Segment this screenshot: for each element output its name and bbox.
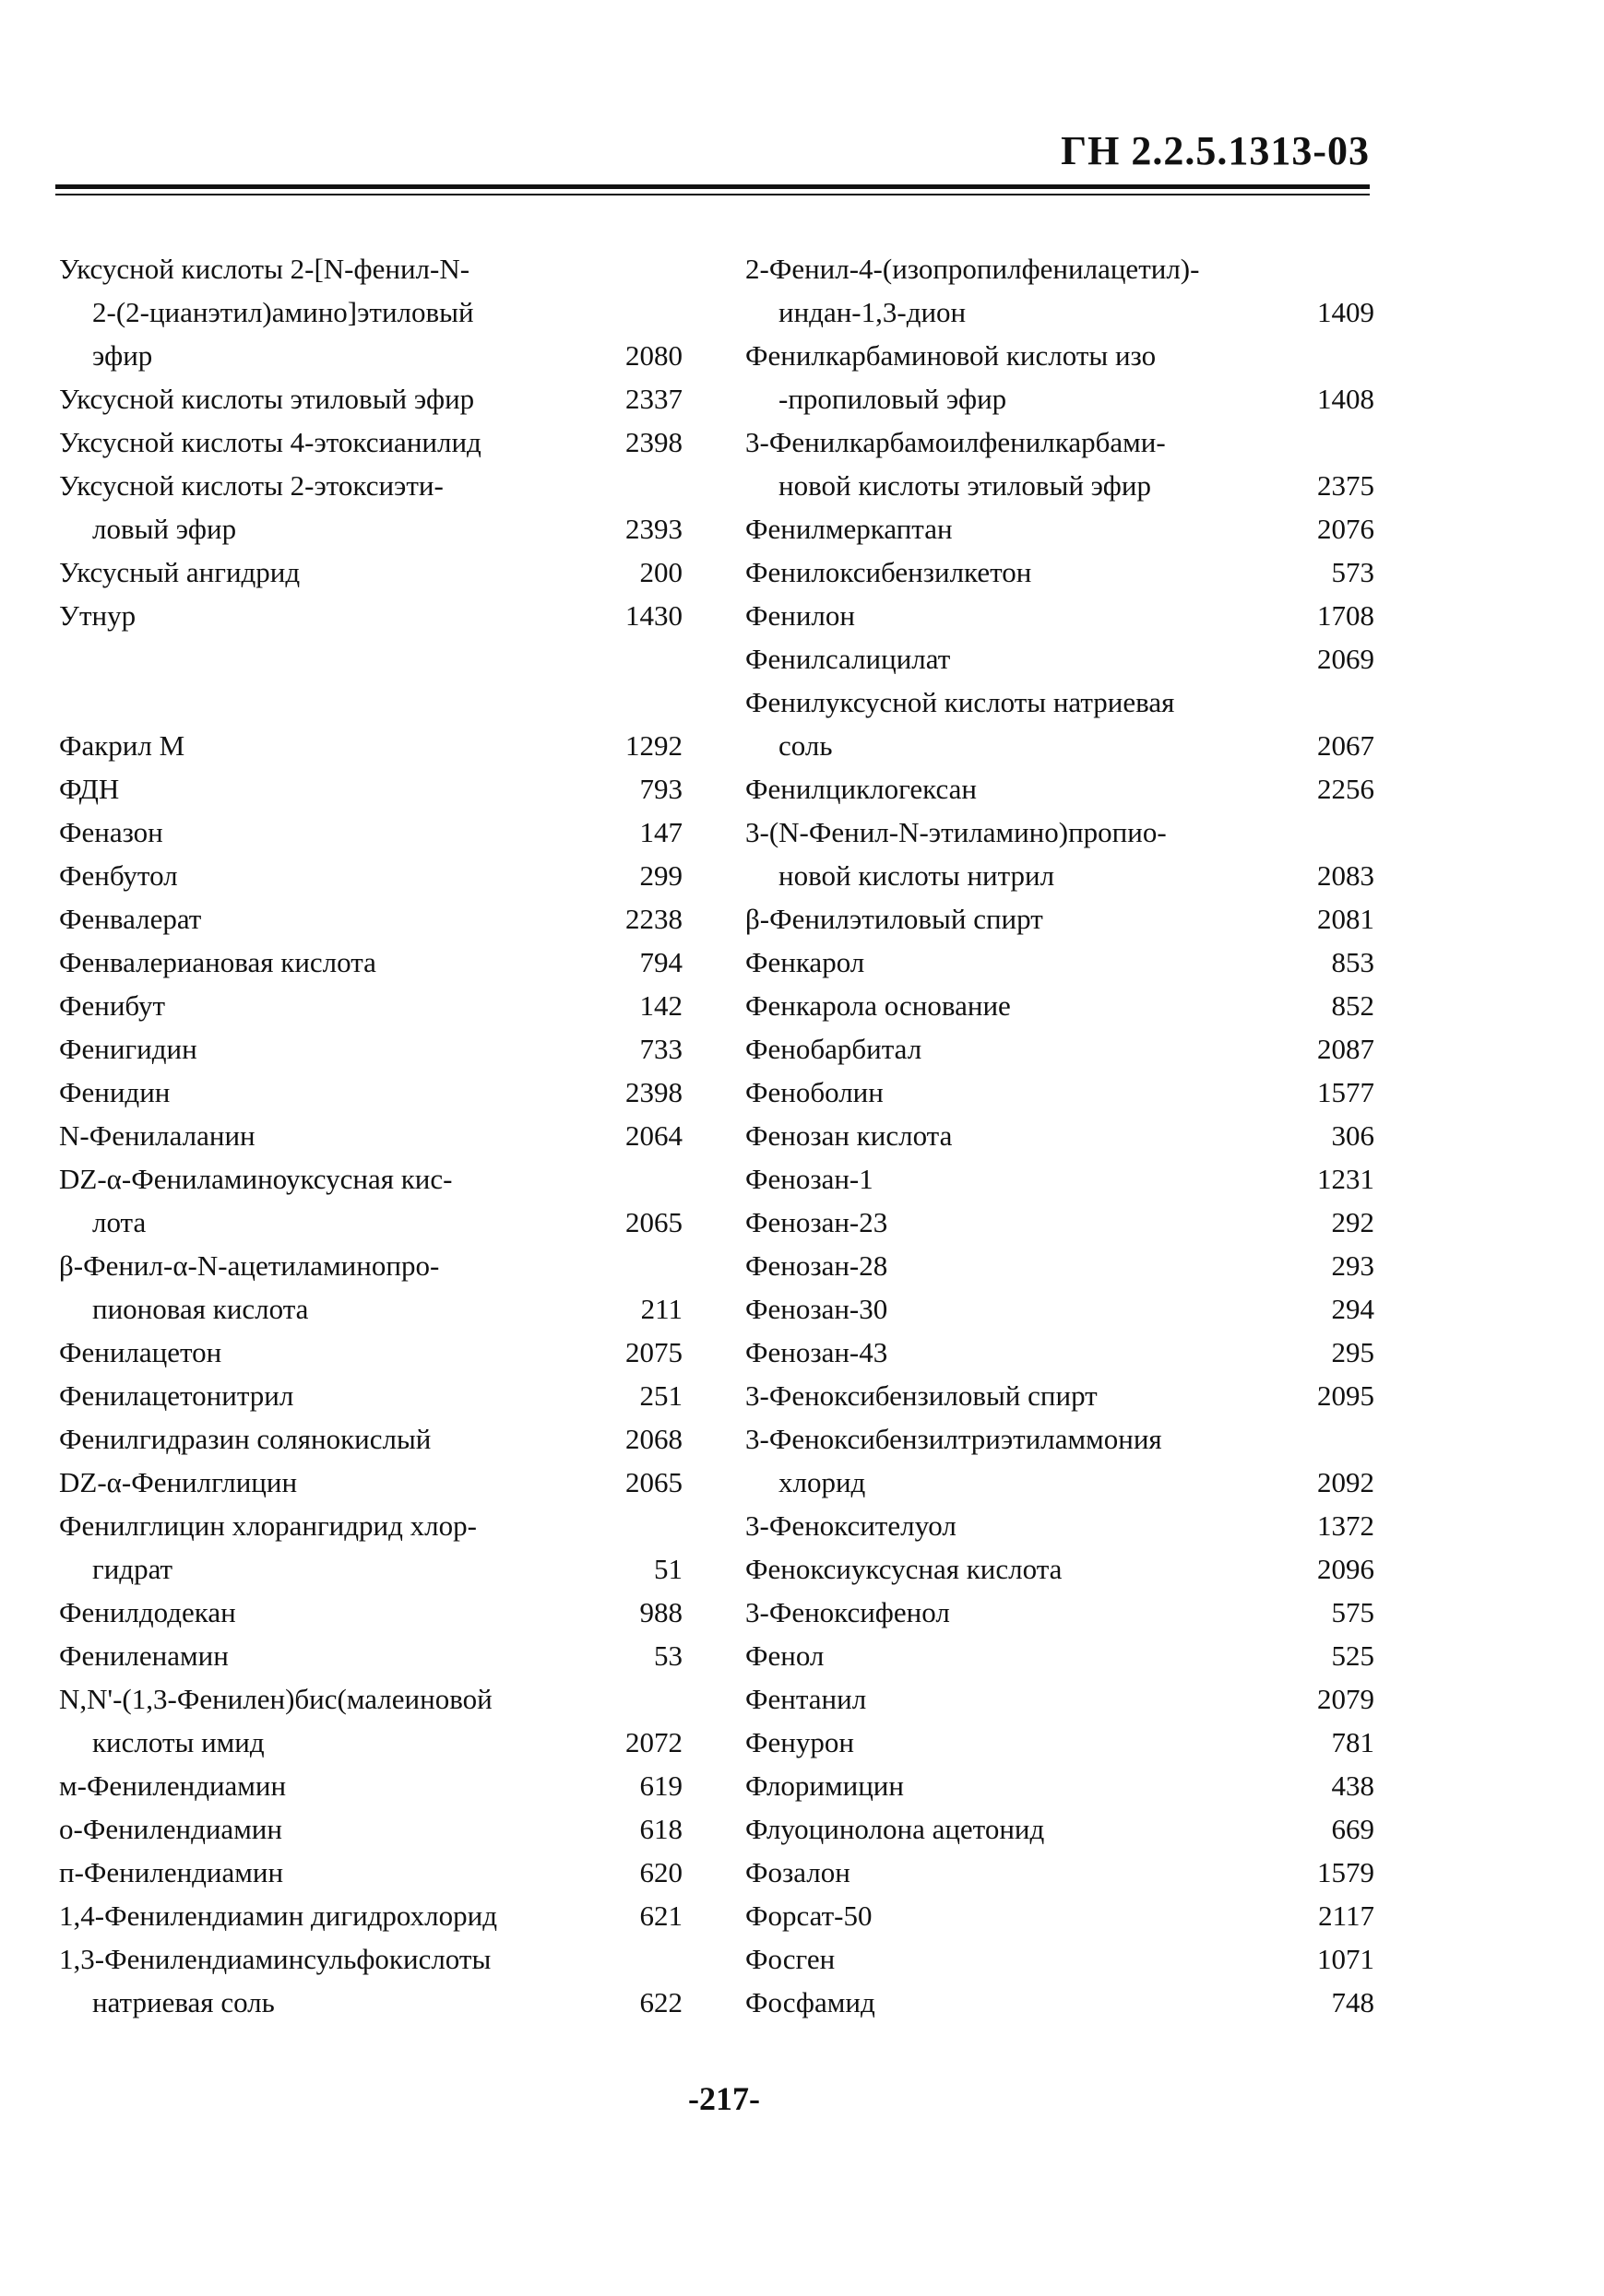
entry-number: 2065: [625, 1466, 683, 1498]
entry-name: 3-Феноксифенол: [745, 1596, 950, 1628]
entry-name: Фенилдодекан: [59, 1596, 236, 1628]
index-entry: [59, 1157, 683, 1201]
entry-number: 2398: [625, 1076, 683, 1108]
index-entry: [59, 1374, 683, 1417]
index-entry: [59, 1071, 683, 1114]
index-entry: [745, 724, 1374, 767]
entry-number: 619: [639, 1769, 683, 1802]
entry-number: 2256: [1317, 773, 1374, 805]
entry-number: 2092: [1317, 1466, 1374, 1498]
index-entry: [745, 1374, 1374, 1417]
entry-name: индан-1,3-дион: [778, 296, 967, 328]
entry-number: 781: [1331, 1726, 1374, 1758]
index-entry: [745, 1504, 1374, 1547]
index-entry: [745, 1331, 1374, 1374]
index-entry: [745, 941, 1374, 984]
entry-name: новой кислоты нитрил: [778, 859, 1055, 892]
entry-name: Фенилацетон: [59, 1336, 222, 1368]
entry-name: 3-(N-Фенил-N-этиламино)пропио-: [745, 816, 1167, 848]
entry-name: Флоримицин: [745, 1769, 904, 1802]
entry-name: пионовая кислота: [92, 1293, 309, 1325]
entry-number: 2080: [625, 339, 683, 372]
entry-name: Фенилон: [745, 599, 855, 632]
entry-name: Фенилгидразин солянокислый: [59, 1423, 432, 1455]
entry-number: 2095: [1317, 1379, 1374, 1412]
index-entry: [59, 1981, 683, 2024]
entry-name: Фенвалериановая кислота: [59, 946, 376, 978]
entry-name: новой кислоты этиловый эфир: [778, 469, 1151, 502]
entry-number: 53: [654, 1639, 683, 1672]
index-entry: [745, 1937, 1374, 1981]
entry-name: Фозалон: [745, 1856, 850, 1888]
entry-number: 618: [639, 1813, 683, 1845]
index-entry: [59, 247, 683, 290]
entry-name: β-Фенилэтиловый спирт: [745, 903, 1043, 935]
entry-number: 2393: [625, 513, 683, 545]
entry-number: 2083: [1317, 859, 1374, 892]
entry-name: Фенобарбитал: [745, 1033, 922, 1065]
entry-number: 142: [639, 989, 683, 1022]
entry-number: 251: [639, 1379, 683, 1412]
page-header: [55, 127, 1370, 192]
index-entry: [745, 464, 1374, 507]
entry-name: 2-(2-цианэтил)амино]этиловый: [92, 296, 474, 328]
entry-name: Уксусной кислоты 2-[N-фенил-N-: [59, 253, 470, 285]
entry-name: м-Фенилендиамин: [59, 1769, 287, 1802]
entry-number: 438: [1331, 1769, 1374, 1802]
index-entry: [745, 854, 1374, 897]
entry-name: N-Фенилаланин: [59, 1119, 255, 1152]
index-entry: [745, 1114, 1374, 1157]
entry-number: 2117: [1318, 1900, 1374, 1932]
entry-name: Фенилкарбаминовой кислоты изо: [745, 339, 1157, 372]
entry-number: 295: [1331, 1336, 1374, 1368]
entry-name: Уксусной кислоты 2-этоксиэти-: [59, 469, 444, 502]
index-entry: [59, 334, 683, 377]
index-entry: [745, 1764, 1374, 1807]
index-entry: [59, 681, 683, 724]
entry-name: хлорид: [778, 1466, 866, 1498]
entry-name: Форсат-50: [745, 1900, 873, 1932]
entry-name: соль: [778, 729, 833, 762]
entry-number: 293: [1331, 1249, 1374, 1282]
entry-number: 2238: [625, 903, 683, 935]
index-entry: [59, 637, 683, 681]
entry-number: 575: [1331, 1596, 1374, 1628]
entry-name: -пропиловый эфир: [778, 383, 1007, 415]
index-entry: [59, 420, 683, 464]
entry-number: 573: [1331, 556, 1374, 588]
entry-name: Фенозан-1: [745, 1163, 873, 1195]
index-entry: [745, 1851, 1374, 1894]
entry-number: 294: [1331, 1293, 1374, 1325]
entry-number: 1408: [1317, 383, 1374, 415]
entry-number: 793: [639, 773, 683, 805]
entry-name: Утнур: [59, 599, 137, 632]
entry-name: Фентанил: [745, 1683, 867, 1715]
entry-number: 988: [639, 1596, 683, 1628]
index-entry: [745, 1071, 1374, 1114]
entry-number: 1409: [1317, 296, 1374, 328]
index-entry: [59, 1894, 683, 1937]
entry-number: 1708: [1317, 599, 1374, 632]
entry-name: ловый эфир: [92, 513, 237, 545]
entry-name: Феноболин: [745, 1076, 884, 1108]
entry-name: Фенозан-30: [745, 1293, 888, 1325]
entry-number: 1231: [1317, 1163, 1374, 1195]
entry-name: 3-Фенилкарбамоилфенилкарбами-: [745, 426, 1166, 458]
entry-number: 2064: [625, 1119, 683, 1152]
index-entry: [745, 1244, 1374, 1287]
entry-name: Фенозан-43: [745, 1336, 888, 1368]
entry-name: 3-Феноксибензиловый спирт: [745, 1379, 1098, 1412]
index-entry: [59, 1851, 683, 1894]
index-entry: [59, 854, 683, 897]
entry-name: Феноксиуксусная кислота: [745, 1553, 1063, 1585]
entry-number: 200: [639, 556, 683, 588]
entry-number: 147: [639, 816, 683, 848]
entry-number: 1292: [625, 729, 683, 762]
entry-name: кислоты имид: [92, 1726, 265, 1758]
entry-name: Фосфамид: [745, 1986, 875, 2018]
entry-name: Фенилсалицилат: [745, 643, 951, 675]
index-entry: [59, 897, 683, 941]
index-entry: [745, 767, 1374, 811]
entry-number: 525: [1331, 1639, 1374, 1672]
entry-name: 3-Феноксителуол: [745, 1509, 956, 1542]
entry-name: 2-Фенил-4-(изопропилфенилацетил)-: [745, 253, 1200, 285]
index-entry: [745, 1677, 1374, 1721]
index-entry: [745, 1201, 1374, 1244]
entry-name: Фенилуксусной кислоты натриевая: [745, 686, 1175, 718]
entry-name: Фенилглицин хлорангидрид хлор-: [59, 1509, 477, 1542]
index-entry: [745, 984, 1374, 1027]
entry-number: 211: [640, 1293, 683, 1325]
index-entry: [745, 681, 1374, 724]
index-entry: [745, 1157, 1374, 1201]
entry-name: Фосген: [745, 1943, 836, 1975]
entry-name: лота: [92, 1206, 147, 1238]
entry-name: Фенкарола основание: [745, 989, 1011, 1022]
entry-name: N,N'-(1,3-Фенилен)бис(малеиновой: [59, 1683, 493, 1715]
index-entry: [745, 811, 1374, 854]
entry-number: 620: [639, 1856, 683, 1888]
entry-number: 2081: [1317, 903, 1374, 935]
entry-number: 853: [1331, 946, 1374, 978]
entry-name: Фенол: [745, 1639, 825, 1672]
page-number: -217-: [688, 2080, 760, 2117]
entry-name: Флуоцинолона ацетонид: [745, 1813, 1045, 1845]
index-entry: [745, 247, 1374, 290]
entry-number: 2075: [625, 1336, 683, 1368]
index-entry: [745, 1721, 1374, 1764]
entry-number: 299: [639, 859, 683, 892]
index-entry: [59, 1244, 683, 1287]
entry-name: Фенилоксибензилкетон: [745, 556, 1032, 588]
entry-name: 1,4-Фенилендиамин дигидрохлорид: [59, 1900, 497, 1932]
index-entry: [59, 1114, 683, 1157]
index-entry: [745, 1634, 1374, 1677]
index-entry: [59, 1591, 683, 1634]
entry-name: β-Фенил-α-N-ацетиламинопро-: [59, 1249, 440, 1282]
index-entry: [745, 1807, 1374, 1851]
entry-number: 621: [639, 1900, 683, 1932]
entry-number: 2337: [625, 383, 683, 415]
entry-name: о-Фенилендиамин: [59, 1813, 282, 1845]
entry-name: натриевая соль: [92, 1986, 275, 2018]
index-entry: [59, 1634, 683, 1677]
entry-name: эфир: [92, 339, 153, 372]
entry-name: Уксусный ангидрид: [59, 556, 301, 588]
entry-name: Фенибут: [59, 989, 166, 1022]
entry-name: Факрил М: [59, 729, 185, 762]
entry-name: Фенозан-28: [745, 1249, 888, 1282]
index-entry: [745, 1417, 1374, 1461]
index-entry: [59, 1764, 683, 1807]
entry-name: Фенозан-23: [745, 1206, 888, 1238]
index-entry: [59, 1677, 683, 1721]
index-entry: [745, 594, 1374, 637]
index-entry: [745, 897, 1374, 941]
entry-number: 1071: [1317, 1943, 1374, 1975]
entry-number: 2072: [625, 1726, 683, 1758]
entry-name: Уксусной кислоты этиловый эфир: [59, 383, 475, 415]
index-entry: [745, 1591, 1374, 1634]
index-entry: [745, 507, 1374, 550]
index-entry: [59, 1721, 683, 1764]
header-rule-thin: [55, 194, 1370, 195]
entry-number: 292: [1331, 1206, 1374, 1238]
entry-number: 1430: [625, 599, 683, 632]
entry-name: 3-Феноксибензилтриэтиламмония: [745, 1423, 1162, 1455]
index-entry: [59, 290, 683, 334]
entry-number: 852: [1331, 989, 1374, 1022]
entry-name: DZ-α-Фенилглицин: [59, 1466, 298, 1498]
entry-number: 2087: [1317, 1033, 1374, 1065]
entry-number: 733: [639, 1033, 683, 1065]
index-entry: [59, 724, 683, 767]
entry-name: 1,3-Фенилендиаминсульфокислоты: [59, 1943, 492, 1975]
index-entry: [59, 1937, 683, 1981]
entry-number: 2375: [1317, 469, 1374, 502]
index-entry: [745, 1981, 1374, 2024]
index-entry: [59, 550, 683, 594]
entry-number: 794: [639, 946, 683, 978]
entry-name: Фенилциклогексан: [745, 773, 977, 805]
index-entry: [59, 1417, 683, 1461]
index-entry: [59, 1201, 683, 1244]
index-entry: [745, 637, 1374, 681]
entry-name: Уксусной кислоты 4-этоксианилид: [59, 426, 481, 458]
document-code: ГН 2.2.5.1313-03: [1061, 128, 1370, 173]
index-entry: [59, 941, 683, 984]
entry-name: Фенвалерат: [59, 903, 202, 935]
index-entry: [745, 377, 1374, 420]
index-entry: [745, 290, 1374, 334]
entry-number: 2069: [1317, 643, 1374, 675]
entry-number: 2096: [1317, 1553, 1374, 1585]
entry-name: Фенилмеркаптан: [745, 513, 953, 545]
index-entry: [59, 811, 683, 854]
entry-number: 1579: [1317, 1856, 1374, 1888]
entry-name: Фенозан кислота: [745, 1119, 953, 1152]
index-entry: [745, 1287, 1374, 1331]
entry-name: п-Фенилендиамин: [59, 1856, 284, 1888]
entry-name: DZ-α-Фениламиноуксусная кис-: [59, 1163, 453, 1195]
index-entry: [745, 1027, 1374, 1071]
index-entry: [59, 507, 683, 550]
index-entry: [59, 1027, 683, 1071]
entry-name: Фениленамин: [59, 1639, 229, 1672]
index-entry: [745, 1547, 1374, 1591]
index-entry: [745, 1461, 1374, 1504]
entry-number: 2068: [625, 1423, 683, 1455]
index-entry: [59, 984, 683, 1027]
entry-number: 2076: [1317, 513, 1374, 545]
index-entry: [59, 1461, 683, 1504]
index-entry: [745, 550, 1374, 594]
entry-number: 306: [1331, 1119, 1374, 1152]
index-column-right: [745, 247, 1374, 2024]
entry-number: 622: [639, 1986, 683, 2018]
index-entry: [745, 420, 1374, 464]
entry-number: 669: [1331, 1813, 1374, 1845]
entry-number: 51: [654, 1553, 683, 1585]
entry-number: 1372: [1317, 1509, 1374, 1542]
entry-number: 2067: [1317, 729, 1374, 762]
index-entry: [59, 1504, 683, 1547]
entry-number: 2398: [625, 426, 683, 458]
index-entry: [59, 377, 683, 420]
header-rule-thick: [55, 184, 1370, 189]
index-entry: [59, 1287, 683, 1331]
entry-name: Фенкарол: [745, 946, 865, 978]
index-entry: [59, 1331, 683, 1374]
index-entry: [59, 464, 683, 507]
entry-number: 748: [1331, 1986, 1374, 2018]
entry-number: 2079: [1317, 1683, 1374, 1715]
entry-number: 1577: [1317, 1076, 1374, 1108]
entry-name: Фенидин: [59, 1076, 171, 1108]
index-entry: [59, 1547, 683, 1591]
entry-name: Фенбутол: [59, 859, 178, 892]
entry-name: Фенигидин: [59, 1033, 197, 1065]
entry-number: 2065: [625, 1206, 683, 1238]
entry-name: Фенурон: [745, 1726, 854, 1758]
entry-name: гидрат: [92, 1553, 173, 1585]
index-entry: [745, 334, 1374, 377]
index-entry: [745, 1894, 1374, 1937]
index-entry: [59, 594, 683, 637]
index-entry: [59, 767, 683, 811]
index-entry: [59, 1807, 683, 1851]
entry-name: Фенилацетонитрил: [59, 1379, 294, 1412]
entry-name: ФДН: [59, 773, 120, 805]
index-column-left: [59, 247, 683, 2024]
entry-name: Феназон: [59, 816, 163, 848]
